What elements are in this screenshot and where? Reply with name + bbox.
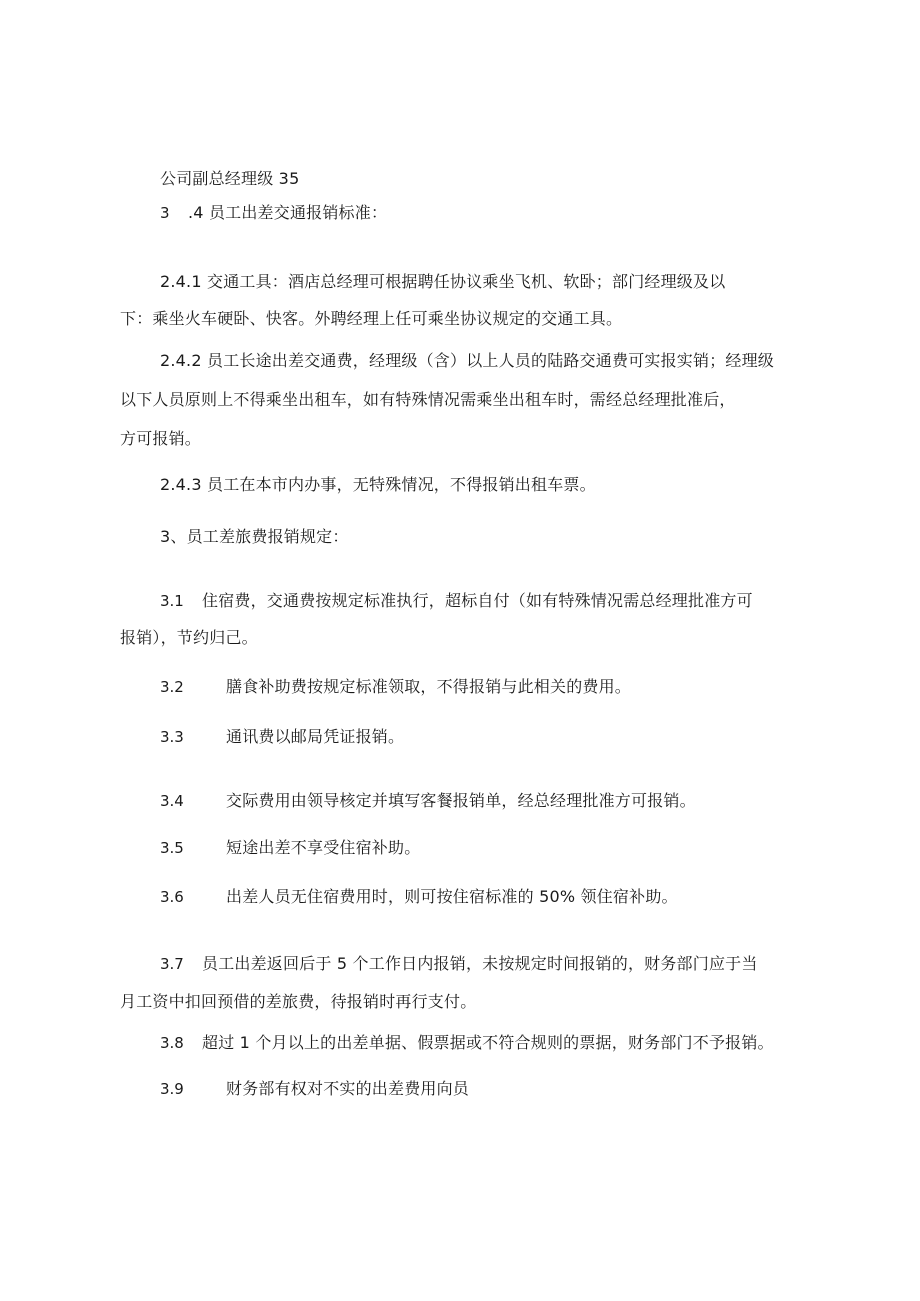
- para-2-4-2-line2: 以下人员原则上不得乘坐出租车，如有特殊情况需乘坐出租车时，需经总经理批准后，: [120, 390, 736, 409]
- item-3-8-text: 超过 1 个月以上的出差单据、假票据或不符合规则的票据，财务部门不予报销。: [202, 1033, 774, 1052]
- item-3-7-line2: 月工资中扣回预借的差旅费，待报销时再行支付。: [120, 992, 477, 1011]
- item-3-6-number: 3.6: [160, 888, 184, 906]
- item-3-5-number: 3.5: [160, 839, 184, 857]
- item-3-5-text: 短途出差不享受住宿补助。: [226, 838, 421, 857]
- item-3-9-number: 3.9: [160, 1080, 184, 1098]
- item-3-1-line2: 报销），节约归己。: [120, 628, 258, 647]
- item-3-7-line1: 员工出差返回后于 5 个工作日内报销，未按规定时间报销的，财务部门应于当: [202, 954, 758, 973]
- item-3-1-line1: 住宿费，交通费按规定标准执行，超标自付（如有特殊情况需总经理批准方可: [202, 591, 753, 610]
- item-3-7-number: 3.7: [160, 955, 184, 973]
- item-3-4-text: 交际费用由领导核定并填写客餐报销单，经总经理批准方可报销。: [226, 791, 696, 810]
- para-2-4-3: 2.4.3 员工在本市内办事，无特殊情况，不得报销出租车票。: [160, 475, 596, 494]
- item-3-4-number: 3.4: [160, 792, 184, 810]
- para-2-4-2-line1: 2.4.2 员工长途出差交通费，经理级（含）以上人员的陆路交通费可实报实销；经理级: [160, 351, 774, 370]
- item-3-8-number: 3.8: [160, 1034, 184, 1052]
- item-3-1-number: 3.1: [160, 592, 184, 610]
- para-2-4-1-line2: 下：乘坐火车硬卧、快客。外聘经理上任可乘坐协议规定的交通工具。: [120, 309, 623, 328]
- section-2-4-heading: .4 员工出差交通报销标准：: [188, 203, 388, 222]
- vice-gm-line: 公司副总经理级 35: [160, 169, 300, 188]
- item-3-2-number: 3.2: [160, 678, 184, 696]
- item-3-3-number: 3.3: [160, 728, 184, 746]
- item-3-9-text: 财务部有权对不实的出差费用向员: [226, 1079, 470, 1098]
- para-2-4-1-line1: 2.4.1 交通工具：酒店总经理可根据聘任协议乘坐飞机、软卧；部门经理级及以: [160, 272, 726, 291]
- item-3-3-text: 通讯费以邮局凭证报销。: [226, 727, 405, 746]
- para-2-4-2-line3: 方可报销。: [120, 429, 202, 448]
- section-3-heading: 3、员工差旅费报销规定：: [160, 527, 349, 546]
- section-2-4-number: 3: [160, 204, 170, 222]
- item-3-2-text: 膳食补助费按规定标准领取，不得报销与此相关的费用。: [226, 677, 632, 696]
- item-3-6-text: 出差人员无住宿费用时，则可按住宿标准的 50% 领住宿补助。: [226, 887, 678, 906]
